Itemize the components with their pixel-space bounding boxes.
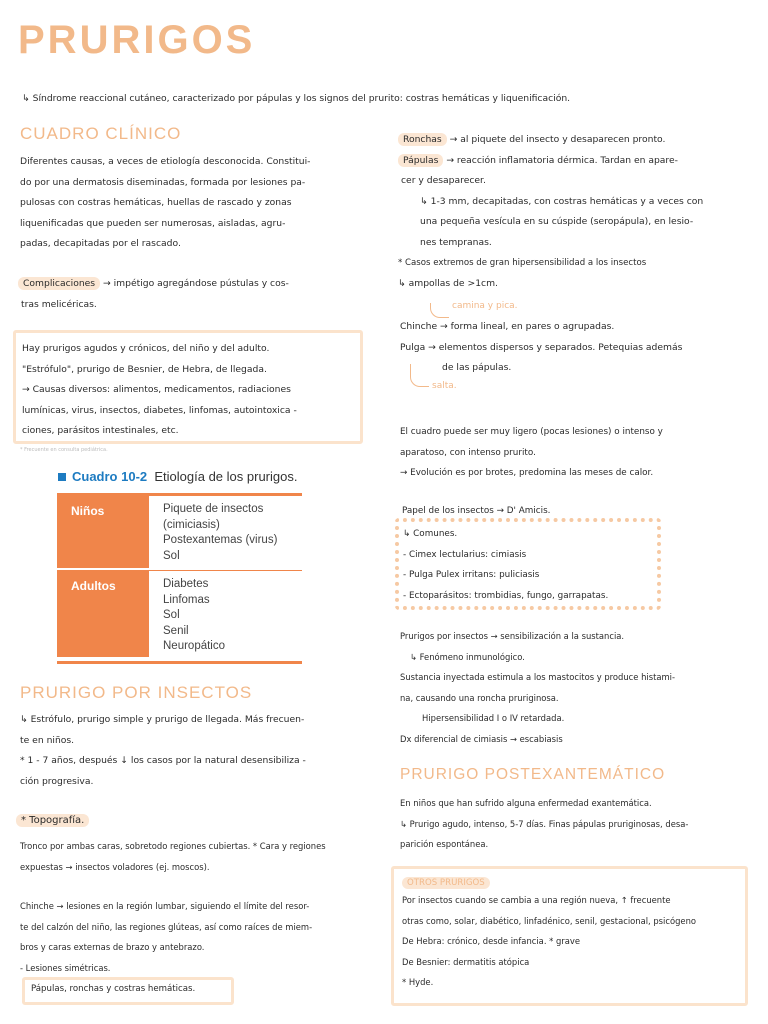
topografia-text bbox=[20, 836, 370, 877]
text-line: → Causas diversos: alimentos, medicamentos, radiaciones bbox=[22, 384, 291, 395]
text-line: nes tempranas. bbox=[420, 236, 492, 248]
text-line: * 1 - 7 años, después ↓ los casos por la natural desensibiliza - bbox=[20, 755, 306, 766]
insect-list-box bbox=[395, 518, 661, 610]
table-item: Sol bbox=[163, 609, 180, 621]
table-category-cell: Adultos bbox=[57, 571, 149, 657]
otros-prurigos-label: OTROS PRURIGOS bbox=[402, 877, 490, 889]
chinche-lesions-box bbox=[22, 977, 234, 1005]
text-line: do por una dermatosis diseminadas, formada por lesiones pa- bbox=[20, 176, 306, 188]
text-line: lumínicas, virus, insectos, diabetes, linfomas, autointoxica - bbox=[22, 404, 297, 416]
text-line: El cuadro puede ser muy ligero (pocas lesiones) o intenso y bbox=[400, 427, 663, 437]
table-item: Postexantemas (virus) bbox=[163, 534, 278, 546]
text-line: pulosas con costras hemáticas, huellas de rascado y zonas bbox=[20, 197, 292, 208]
table-category-cell: Niños bbox=[57, 496, 149, 568]
text-line: ↳ Estrófulo, prurigo simple y prurigo de llegada. Más frecuen- bbox=[20, 714, 305, 725]
text-line: ciones, parásitos intestinales, etc. bbox=[22, 425, 179, 436]
prurigo-types-box bbox=[13, 330, 363, 444]
lesiones-block bbox=[398, 130, 748, 294]
etiology-table bbox=[57, 493, 302, 664]
text-line: na, causando una roncha pruriginosa. bbox=[400, 692, 559, 703]
postexantematico-text bbox=[400, 793, 750, 855]
table-item: Sol bbox=[163, 549, 180, 562]
chinche-lesions-text: Pápulas, ronchas y costras hemáticas. bbox=[31, 984, 196, 994]
table-item: Linfomas bbox=[163, 593, 210, 606]
complicaciones-label: Complicaciones bbox=[18, 277, 100, 290]
annotation-arrow bbox=[430, 303, 449, 318]
insect-pattern-block bbox=[400, 317, 750, 379]
text-line: Por insectos cuando se cambia a una región nueva, ↑ frecuente bbox=[402, 895, 671, 905]
text-line: Prurigos por insectos → sensibilización a la sustancia. bbox=[400, 631, 625, 641]
chinche-pattern-text: Chinche → forma lineal, en pares o agrupadas. bbox=[400, 321, 615, 332]
table-row bbox=[57, 571, 302, 661]
text-line: Sustancia inyectada estimula a los mastocitos y produce histami- bbox=[400, 672, 676, 682]
text-line: te en niños. bbox=[20, 734, 75, 746]
table-item: Piquete de insectos bbox=[163, 503, 264, 515]
intro-text: ↳ Síndrome reaccional cutáneo, caracterizado por pápulas y los signos del prurito: costras hemáticas y liquenificación. bbox=[22, 93, 571, 104]
text-line: Tronco por ambas caras, sobretodo regiones cubiertas. * Cara y regiones bbox=[20, 841, 326, 851]
ronchas-text: → al piquete del insecto y desaparecen pronto. bbox=[449, 134, 666, 145]
table-items-cell bbox=[149, 571, 302, 661]
text-line: una pequeña vesícula en su cúspide (seropápula), en lesio- bbox=[420, 216, 694, 227]
text-line: ↳ 1-3 mm, decapitadas, con costras hemáticas y a veces con bbox=[420, 195, 704, 207]
text-line: ↳ Fenómeno inmunológico. bbox=[410, 651, 525, 662]
text-line: bros y caras externas de brazo y antebrazo. bbox=[20, 942, 205, 952]
text-line: - Ectoparásitos: trombidias, fungo, garrapatas. bbox=[403, 590, 609, 601]
text-line: ↳ Prurigo agudo, intenso, 5-7 días. Finas pápulas pruriginosas, desa- bbox=[400, 818, 689, 829]
prurigo-insectos-text bbox=[20, 710, 365, 792]
text-line: Diferentes causas, a veces de etiología desconocida. Constitui- bbox=[20, 156, 311, 167]
text-line: parición espontánea. bbox=[400, 839, 489, 849]
annotation-salta: salta. bbox=[432, 381, 457, 391]
text-line: - Cimex lectularius: cimiasis bbox=[403, 549, 527, 560]
topografia-label bbox=[16, 815, 89, 826]
table-row bbox=[57, 496, 302, 570]
ronchas-label: Ronchas bbox=[398, 133, 447, 146]
text-line: aparatoso, con intenso prurito. bbox=[400, 447, 536, 458]
text-line: Chinche → lesiones en la región lumbar, siguiendo el límite del resor- bbox=[20, 901, 310, 911]
chinche-text bbox=[20, 896, 370, 978]
mecanismo-text bbox=[400, 626, 750, 749]
cuadro-clinico-text bbox=[20, 152, 365, 255]
pulga-pattern-text: Pulga → elementos dispersos y separados. Petequias además bbox=[400, 341, 683, 353]
papulas-text: → reacción inflamatoria dérmica. Tardan en apare- bbox=[446, 154, 678, 166]
papulas-label: Pápulas bbox=[398, 154, 443, 167]
square-bullet-icon bbox=[58, 473, 66, 481]
cuadro-intensidad-text bbox=[400, 422, 750, 484]
annotation-camina: camina y pica. bbox=[452, 301, 518, 311]
text-line: - Lesiones simétricas. bbox=[20, 962, 111, 973]
text-line: ↳ Comunes. bbox=[403, 529, 458, 539]
table-caption-text: Etiología de los prurigos. bbox=[154, 469, 298, 484]
text-line: ción progresiva. bbox=[20, 775, 94, 787]
text-line: Dx diferencial de cimiasis → escabiasis bbox=[400, 733, 563, 744]
pulga-pattern-text-2: de las pápulas. bbox=[442, 362, 512, 373]
complicaciones-text-2: tras melicéricas. bbox=[21, 298, 97, 310]
table-item: Neuropático bbox=[163, 640, 226, 652]
text-line: - Pulga Pulex irritans: puliciasis bbox=[403, 570, 540, 580]
text-line: Hipersensibilidad I o IV retardada. bbox=[422, 713, 565, 723]
page-title: PRURIGOS bbox=[18, 18, 256, 62]
text-line: De Hebra: crónico, desde infancia. * grave bbox=[402, 936, 580, 946]
papulas-text-2: cer y desaparecer. bbox=[401, 175, 486, 186]
topografia-label-text: * Topografía. bbox=[16, 814, 89, 827]
prurigo-postexantematico-heading: PRURIGO POSTEXANTEMÁTICO bbox=[400, 766, 666, 783]
otros-prurigos-box bbox=[391, 866, 748, 1006]
table-item: Senil bbox=[163, 624, 189, 637]
prurigo-insectos-heading: PRURIGO POR INSECTOS bbox=[20, 683, 253, 702]
complicaciones-text: → impétigo agregándose pústulas y cos- bbox=[103, 278, 289, 289]
table-label: Cuadro 10-2 bbox=[72, 469, 148, 484]
table-item: Diabetes bbox=[163, 578, 209, 590]
text-line: * Hyde. bbox=[402, 977, 434, 987]
annotation-arrow bbox=[410, 364, 429, 387]
complicaciones-block bbox=[18, 274, 363, 315]
text-line: → Evolución es por brotes, predomina las meses de calor. bbox=[400, 468, 654, 478]
table-caption bbox=[58, 469, 297, 484]
table-items-cell bbox=[149, 496, 302, 570]
text-line: te del calzón del niño, las regiones glúteas, así como raíces de miem- bbox=[20, 921, 313, 932]
papel-insectos-title: Papel de los insectos → D' Amicis. bbox=[402, 506, 551, 516]
text-line: liquenificadas que pueden ser numerosas, aisladas, agru- bbox=[20, 217, 286, 229]
table-item: (cimiciasis) bbox=[163, 518, 220, 531]
text-line: otras como, solar, diabético, linfadénico, senil, gestacional, psicógeno bbox=[402, 915, 696, 926]
ampollas-text: ↳ ampollas de >1cm. bbox=[398, 277, 498, 289]
text-line: En niños que han sufrido alguna enfermedad exantemática. bbox=[400, 798, 652, 808]
text-line: Hay prurigos agudos y crónicos, del niño y del adulto. bbox=[22, 343, 270, 354]
text-line: De Besnier: dermatitis atópica bbox=[402, 956, 530, 967]
text-line: expuestas → insectos voladores (ej. moscos). bbox=[20, 861, 210, 872]
text-line: "Estrófulo", prurigo de Besnier, de Hebra, de llegada. bbox=[22, 363, 267, 375]
text-line: padas, decapitadas por el rascado. bbox=[20, 238, 181, 249]
cuadro-clinico-heading: CUADRO CLÍNICO bbox=[20, 124, 182, 143]
casos-extremos-text: * Casos extremos de gran hipersensibilidad a los insectos bbox=[398, 258, 647, 268]
box-footnote: * Frecuente en consulta pediátrica. bbox=[20, 447, 108, 453]
